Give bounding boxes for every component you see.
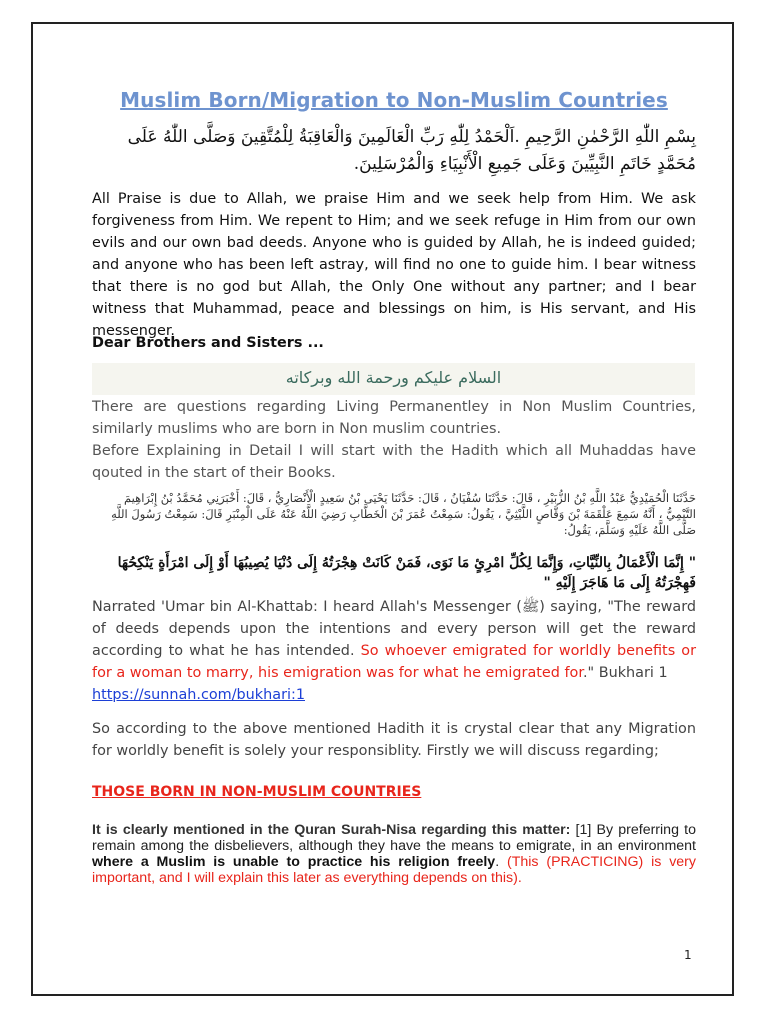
before-text: Before Explaining in Detail I will start with the Hadith which all Muhaddas have qouted in the start of their Books. bbox=[92, 443, 696, 481]
section-heading: THOSE BORN IN NON-MUSLIM COUNTRIES bbox=[92, 784, 422, 800]
page-title: Muslim Born/Migration to Non-Muslim Countries bbox=[120, 88, 668, 112]
quran-dot: . bbox=[495, 854, 500, 870]
questions-paragraph bbox=[92, 396, 696, 484]
narration-end: ." Bukhari 1 bbox=[582, 665, 668, 681]
quran-ref: [1] By preferring to remain among the disbelievers, although they have the means to emigrate, in an environment bbox=[92, 822, 696, 854]
narration-paragraph bbox=[92, 596, 696, 706]
salam-text: السلام عليكم ورحمة الله وبركاته bbox=[285, 368, 502, 387]
hadith-chain: حَدَّثَنَا الْحُمَيْدِيُّ عَبْدُ اللَّهِ بْنُ الزُّبَيْرِ ، قَالَ: حَدَّثَنَا سُفْيَانُ ، قَالَ: حَدَّثَنَا يَحْيَى بْنُ سَعِيدٍ الْأَنْصَارِيُّ ، قَالَ: أَخْبَرَنِي مُحَمَّدُ بْنُ إِبْرَاهِيمَ التَّيْمِيُّ ، أَنَّهُ سَمِعَ عَلْقَمَةَ بْنَ وَقَّاصٍ اللَّيْثِيَّ ، يَقُولُ: سَمِعْتُ عُمَرَ بْنَ الْخَطَّابِ رَضِيَ اللَّهُ عَنْهُ عَلَى الْمِنْبَرِ قَالَ: سَمِعْتُ رَسُولَ اللَّهِ صَلَّى اللَّهُ عَلَيْهِ وَسَلَّمَ، يَقُولُ: bbox=[111, 491, 696, 537]
quran-note: (This (PRACTICING) is very important, and I will explain this later as everything depends on this). bbox=[92, 854, 696, 886]
quran-bold: where a Muslim is unable to practice his religion freely bbox=[92, 854, 496, 870]
quran-lead: It is clearly mentioned in the Quran Surah-Nisa regarding this matter: bbox=[92, 822, 571, 838]
greeting-heading: Dear Brothers and Sisters ... bbox=[92, 335, 324, 351]
hadith-text: " إِنَّمَا الْأَعْمَالُ بِالنِّيَّاتِ، وَإِنَّمَا لِكُلِّ امْرِئٍ مَا نَوَى، فَمَنْ كَانَتْ هِجْرَتُهُ إِلَى دُنْيَا يُصِيبُهَا أَوْ إِلَى امْرَأَةٍ يَنْكِحُهَا فَهِجْرَتُهُ إِلَى مَا هَاجَرَ إِلَيْهِ " bbox=[117, 555, 696, 591]
conclusion-paragraph: So according to the above mentioned Hadith it is crystal clear that any Migration for worldly benefit is solely your responsiblity. Firstly we will discuss regarding; bbox=[92, 721, 696, 759]
sunnah-link[interactable]: https://sunnah.com/bukhari:1 bbox=[92, 687, 305, 703]
intro-paragraph: All Praise is due to Allah, we praise Him and we seek help from Him. We ask forgiveness from Him. We repent to Him; and we seek refuge in Him from our own evils and our own bad deeds. Anyone who is guided by Allah, he is indeed guided; and anyone who has been left astray, will find no one to guide him. I bear witness that there is no god but Allah, the Only One without any partner; and I bear witness that Muhammad, peace and blessings on him, is His servant, and His messenger. bbox=[92, 191, 696, 339]
basmala-text: بِسْمِ اللّٰهِ الرَّحْمٰنِ الرَّحِيمِ .اَلْحَمْدُ لِلّٰهِ رَبِّ الْعَالَمِينَ وَالْعَاقِبَةُ لِلْمُتَّقِينَ وَصَلَّى اللّٰهُ عَلَى مُحَمَّدٍ خَاتَمِ النَّبِيِّينَ وَعَلَى جَمِيعِ الْأَنْبِيَاءِ وَالْمُرْسَلِينَ. bbox=[127, 127, 696, 174]
narration-start: Narrated 'Umar bin Al-Khattab: I heard Allah's Messenger (ﷺ) saying, "The reward of deeds depends upon the intentions and every person will get the reward according to what he has intended. bbox=[92, 599, 696, 659]
quran-paragraph bbox=[92, 822, 696, 886]
questions-text: There are questions regarding Living Permanentley in Non Muslim Countries, similarly muslims who are born in Non muslim countries. bbox=[92, 399, 696, 437]
narration-emphasis: So whoever emigrated for worldly benefits or for a woman to marry, his emigration was for what he emigrated for bbox=[92, 643, 696, 681]
salam-banner bbox=[92, 363, 695, 395]
page-number: 1 bbox=[684, 948, 692, 962]
